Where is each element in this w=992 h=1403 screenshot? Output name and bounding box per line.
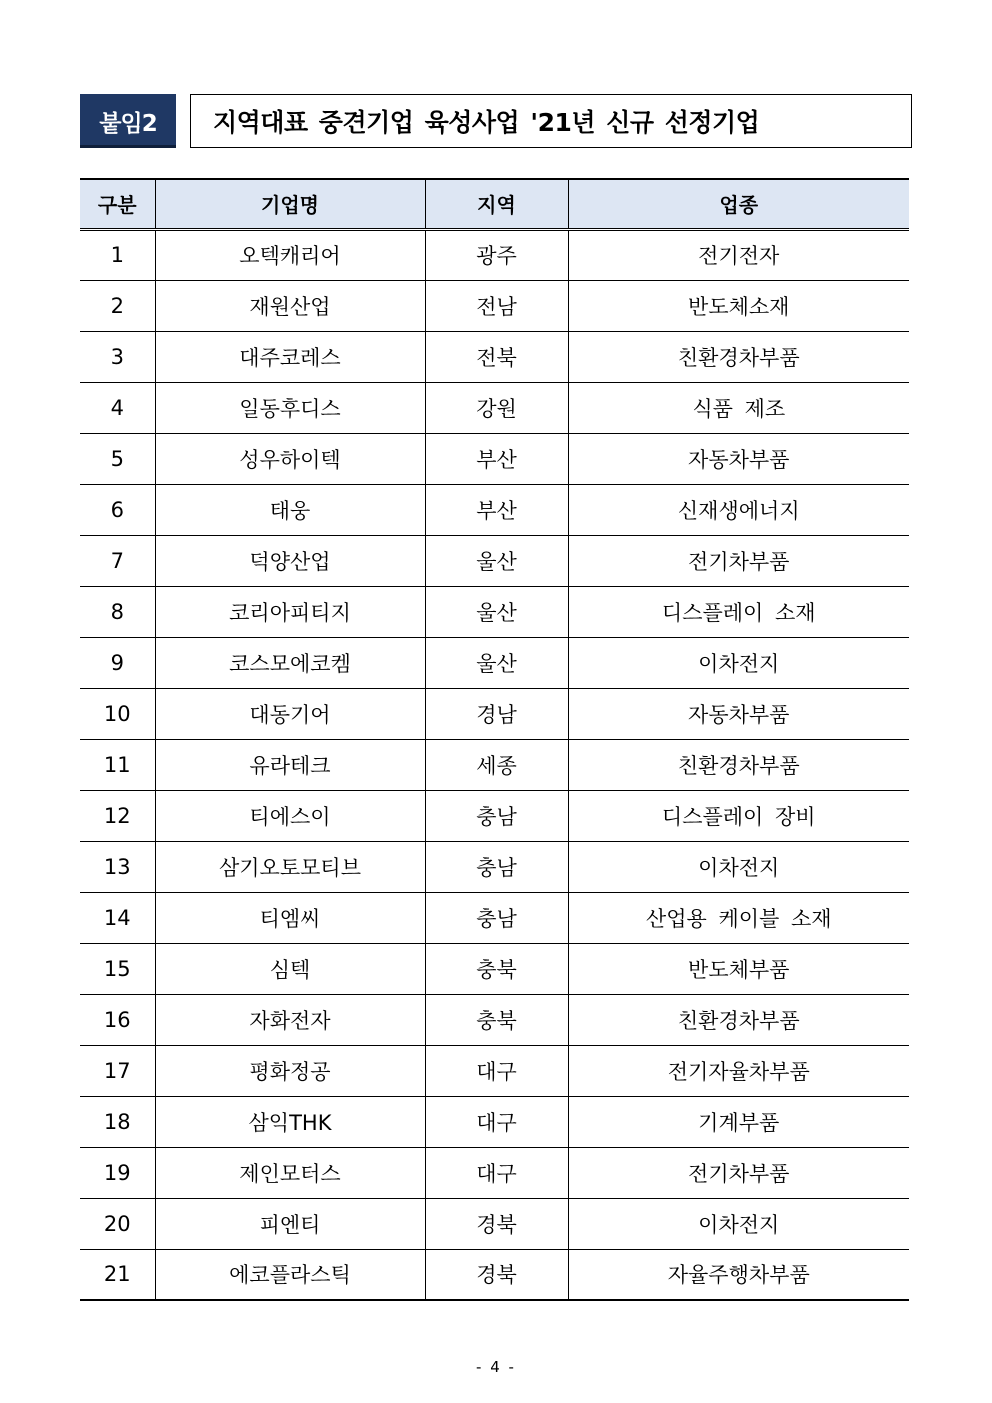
column-header-company: 기업명 bbox=[155, 179, 425, 229]
table-row bbox=[80, 943, 909, 994]
company-name-cell: 삼익THK bbox=[155, 1096, 425, 1147]
company-name-cell: 티에스이 bbox=[155, 790, 425, 841]
region-cell: 대구 bbox=[425, 1147, 568, 1198]
attachment-badge: 붙임2 bbox=[80, 94, 176, 148]
company-name-cell: 코리아피티지 bbox=[155, 586, 425, 637]
table-body bbox=[80, 229, 909, 1300]
company-name-cell: 티엠씨 bbox=[155, 892, 425, 943]
region-cell: 강원 bbox=[425, 382, 568, 433]
industry-cell: 자동차부품 bbox=[568, 688, 909, 739]
row-number-cell: 15 bbox=[80, 943, 155, 994]
table-row bbox=[80, 1096, 909, 1147]
row-number-cell: 14 bbox=[80, 892, 155, 943]
industry-cell: 산업용 케이블 소재 bbox=[568, 892, 909, 943]
table-row bbox=[80, 688, 909, 739]
region-cell: 경남 bbox=[425, 688, 568, 739]
company-name-cell: 코스모에코켐 bbox=[155, 637, 425, 688]
table-row bbox=[80, 433, 909, 484]
industry-cell: 식품 제조 bbox=[568, 382, 909, 433]
company-name-cell: 피엔티 bbox=[155, 1198, 425, 1249]
row-number-cell: 3 bbox=[80, 331, 155, 382]
industry-cell: 자율주행차부품 bbox=[568, 1249, 909, 1300]
company-name-cell: 재원산업 bbox=[155, 280, 425, 331]
row-number-cell: 21 bbox=[80, 1249, 155, 1300]
region-cell: 경북 bbox=[425, 1249, 568, 1300]
industry-cell: 기계부품 bbox=[568, 1096, 909, 1147]
company-name-cell: 삼기오토모티브 bbox=[155, 841, 425, 892]
row-number-cell: 6 bbox=[80, 484, 155, 535]
table-header bbox=[80, 179, 909, 229]
table-row bbox=[80, 841, 909, 892]
industry-cell: 이차전지 bbox=[568, 637, 909, 688]
row-number-cell: 7 bbox=[80, 535, 155, 586]
industry-cell: 반도체부품 bbox=[568, 943, 909, 994]
company-name-cell: 에코플라스틱 bbox=[155, 1249, 425, 1300]
region-cell: 충북 bbox=[425, 943, 568, 994]
region-cell: 충남 bbox=[425, 841, 568, 892]
company-name-cell: 일동후디스 bbox=[155, 382, 425, 433]
company-table bbox=[80, 178, 909, 1301]
table-row bbox=[80, 331, 909, 382]
row-number-cell: 16 bbox=[80, 994, 155, 1045]
region-cell: 충북 bbox=[425, 994, 568, 1045]
row-number-cell: 8 bbox=[80, 586, 155, 637]
region-cell: 충남 bbox=[425, 790, 568, 841]
table-row bbox=[80, 1045, 909, 1096]
industry-cell: 이차전지 bbox=[568, 841, 909, 892]
region-cell: 세종 bbox=[425, 739, 568, 790]
region-cell: 부산 bbox=[425, 484, 568, 535]
table-row bbox=[80, 535, 909, 586]
column-header-industry: 업종 bbox=[568, 179, 909, 229]
company-name-cell: 성우하이텍 bbox=[155, 433, 425, 484]
row-number-cell: 10 bbox=[80, 688, 155, 739]
industry-cell: 전기전자 bbox=[568, 229, 909, 280]
industry-cell: 자동차부품 bbox=[568, 433, 909, 484]
region-cell: 울산 bbox=[425, 535, 568, 586]
table-row bbox=[80, 1198, 909, 1249]
industry-cell: 이차전지 bbox=[568, 1198, 909, 1249]
row-number-cell: 13 bbox=[80, 841, 155, 892]
row-number-cell: 1 bbox=[80, 229, 155, 280]
region-cell: 광주 bbox=[425, 229, 568, 280]
company-name-cell: 자화전자 bbox=[155, 994, 425, 1045]
industry-cell: 반도체소재 bbox=[568, 280, 909, 331]
region-cell: 전남 bbox=[425, 280, 568, 331]
company-name-cell: 대동기어 bbox=[155, 688, 425, 739]
table-row bbox=[80, 790, 909, 841]
table-row bbox=[80, 1147, 909, 1198]
company-name-cell: 유라테크 bbox=[155, 739, 425, 790]
table-row bbox=[80, 484, 909, 535]
region-cell: 충남 bbox=[425, 892, 568, 943]
region-cell: 부산 bbox=[425, 433, 568, 484]
company-name-cell: 덕양산업 bbox=[155, 535, 425, 586]
document-title: 지역대표 중견기업 육성사업 '21년 신규 선정기업 bbox=[190, 94, 912, 148]
row-number-cell: 2 bbox=[80, 280, 155, 331]
row-number-cell: 18 bbox=[80, 1096, 155, 1147]
table-row bbox=[80, 994, 909, 1045]
region-cell: 울산 bbox=[425, 586, 568, 637]
table-row bbox=[80, 892, 909, 943]
row-number-cell: 17 bbox=[80, 1045, 155, 1096]
industry-cell: 전기자율차부품 bbox=[568, 1045, 909, 1096]
header-row bbox=[80, 179, 909, 229]
company-name-cell: 제인모터스 bbox=[155, 1147, 425, 1198]
row-number-cell: 4 bbox=[80, 382, 155, 433]
row-number-cell: 20 bbox=[80, 1198, 155, 1249]
table-row bbox=[80, 1249, 909, 1300]
company-name-cell: 대주코레스 bbox=[155, 331, 425, 382]
industry-cell: 친환경차부품 bbox=[568, 994, 909, 1045]
industry-cell: 디스플레이 소재 bbox=[568, 586, 909, 637]
row-number-cell: 12 bbox=[80, 790, 155, 841]
company-name-cell: 오텍캐리어 bbox=[155, 229, 425, 280]
region-cell: 대구 bbox=[425, 1045, 568, 1096]
region-cell: 경북 bbox=[425, 1198, 568, 1249]
table-row bbox=[80, 229, 909, 280]
column-header-region: 지역 bbox=[425, 179, 568, 229]
row-number-cell: 5 bbox=[80, 433, 155, 484]
industry-cell: 디스플레이 장비 bbox=[568, 790, 909, 841]
table-row bbox=[80, 382, 909, 433]
row-number-cell: 9 bbox=[80, 637, 155, 688]
industry-cell: 신재생에너지 bbox=[568, 484, 909, 535]
region-cell: 대구 bbox=[425, 1096, 568, 1147]
title-row bbox=[80, 94, 912, 148]
row-number-cell: 11 bbox=[80, 739, 155, 790]
industry-cell: 친환경차부품 bbox=[568, 331, 909, 382]
table-row bbox=[80, 280, 909, 331]
region-cell: 울산 bbox=[425, 637, 568, 688]
column-header-number: 구분 bbox=[80, 179, 155, 229]
company-name-cell: 태웅 bbox=[155, 484, 425, 535]
region-cell: 전북 bbox=[425, 331, 568, 382]
company-name-cell: 평화정공 bbox=[155, 1045, 425, 1096]
table-row bbox=[80, 739, 909, 790]
industry-cell: 친환경차부품 bbox=[568, 739, 909, 790]
row-number-cell: 19 bbox=[80, 1147, 155, 1198]
company-name-cell: 심텍 bbox=[155, 943, 425, 994]
industry-cell: 전기차부품 bbox=[568, 535, 909, 586]
table-row bbox=[80, 586, 909, 637]
table-row bbox=[80, 637, 909, 688]
page-number: - 4 - bbox=[476, 1358, 516, 1376]
industry-cell: 전기차부품 bbox=[568, 1147, 909, 1198]
